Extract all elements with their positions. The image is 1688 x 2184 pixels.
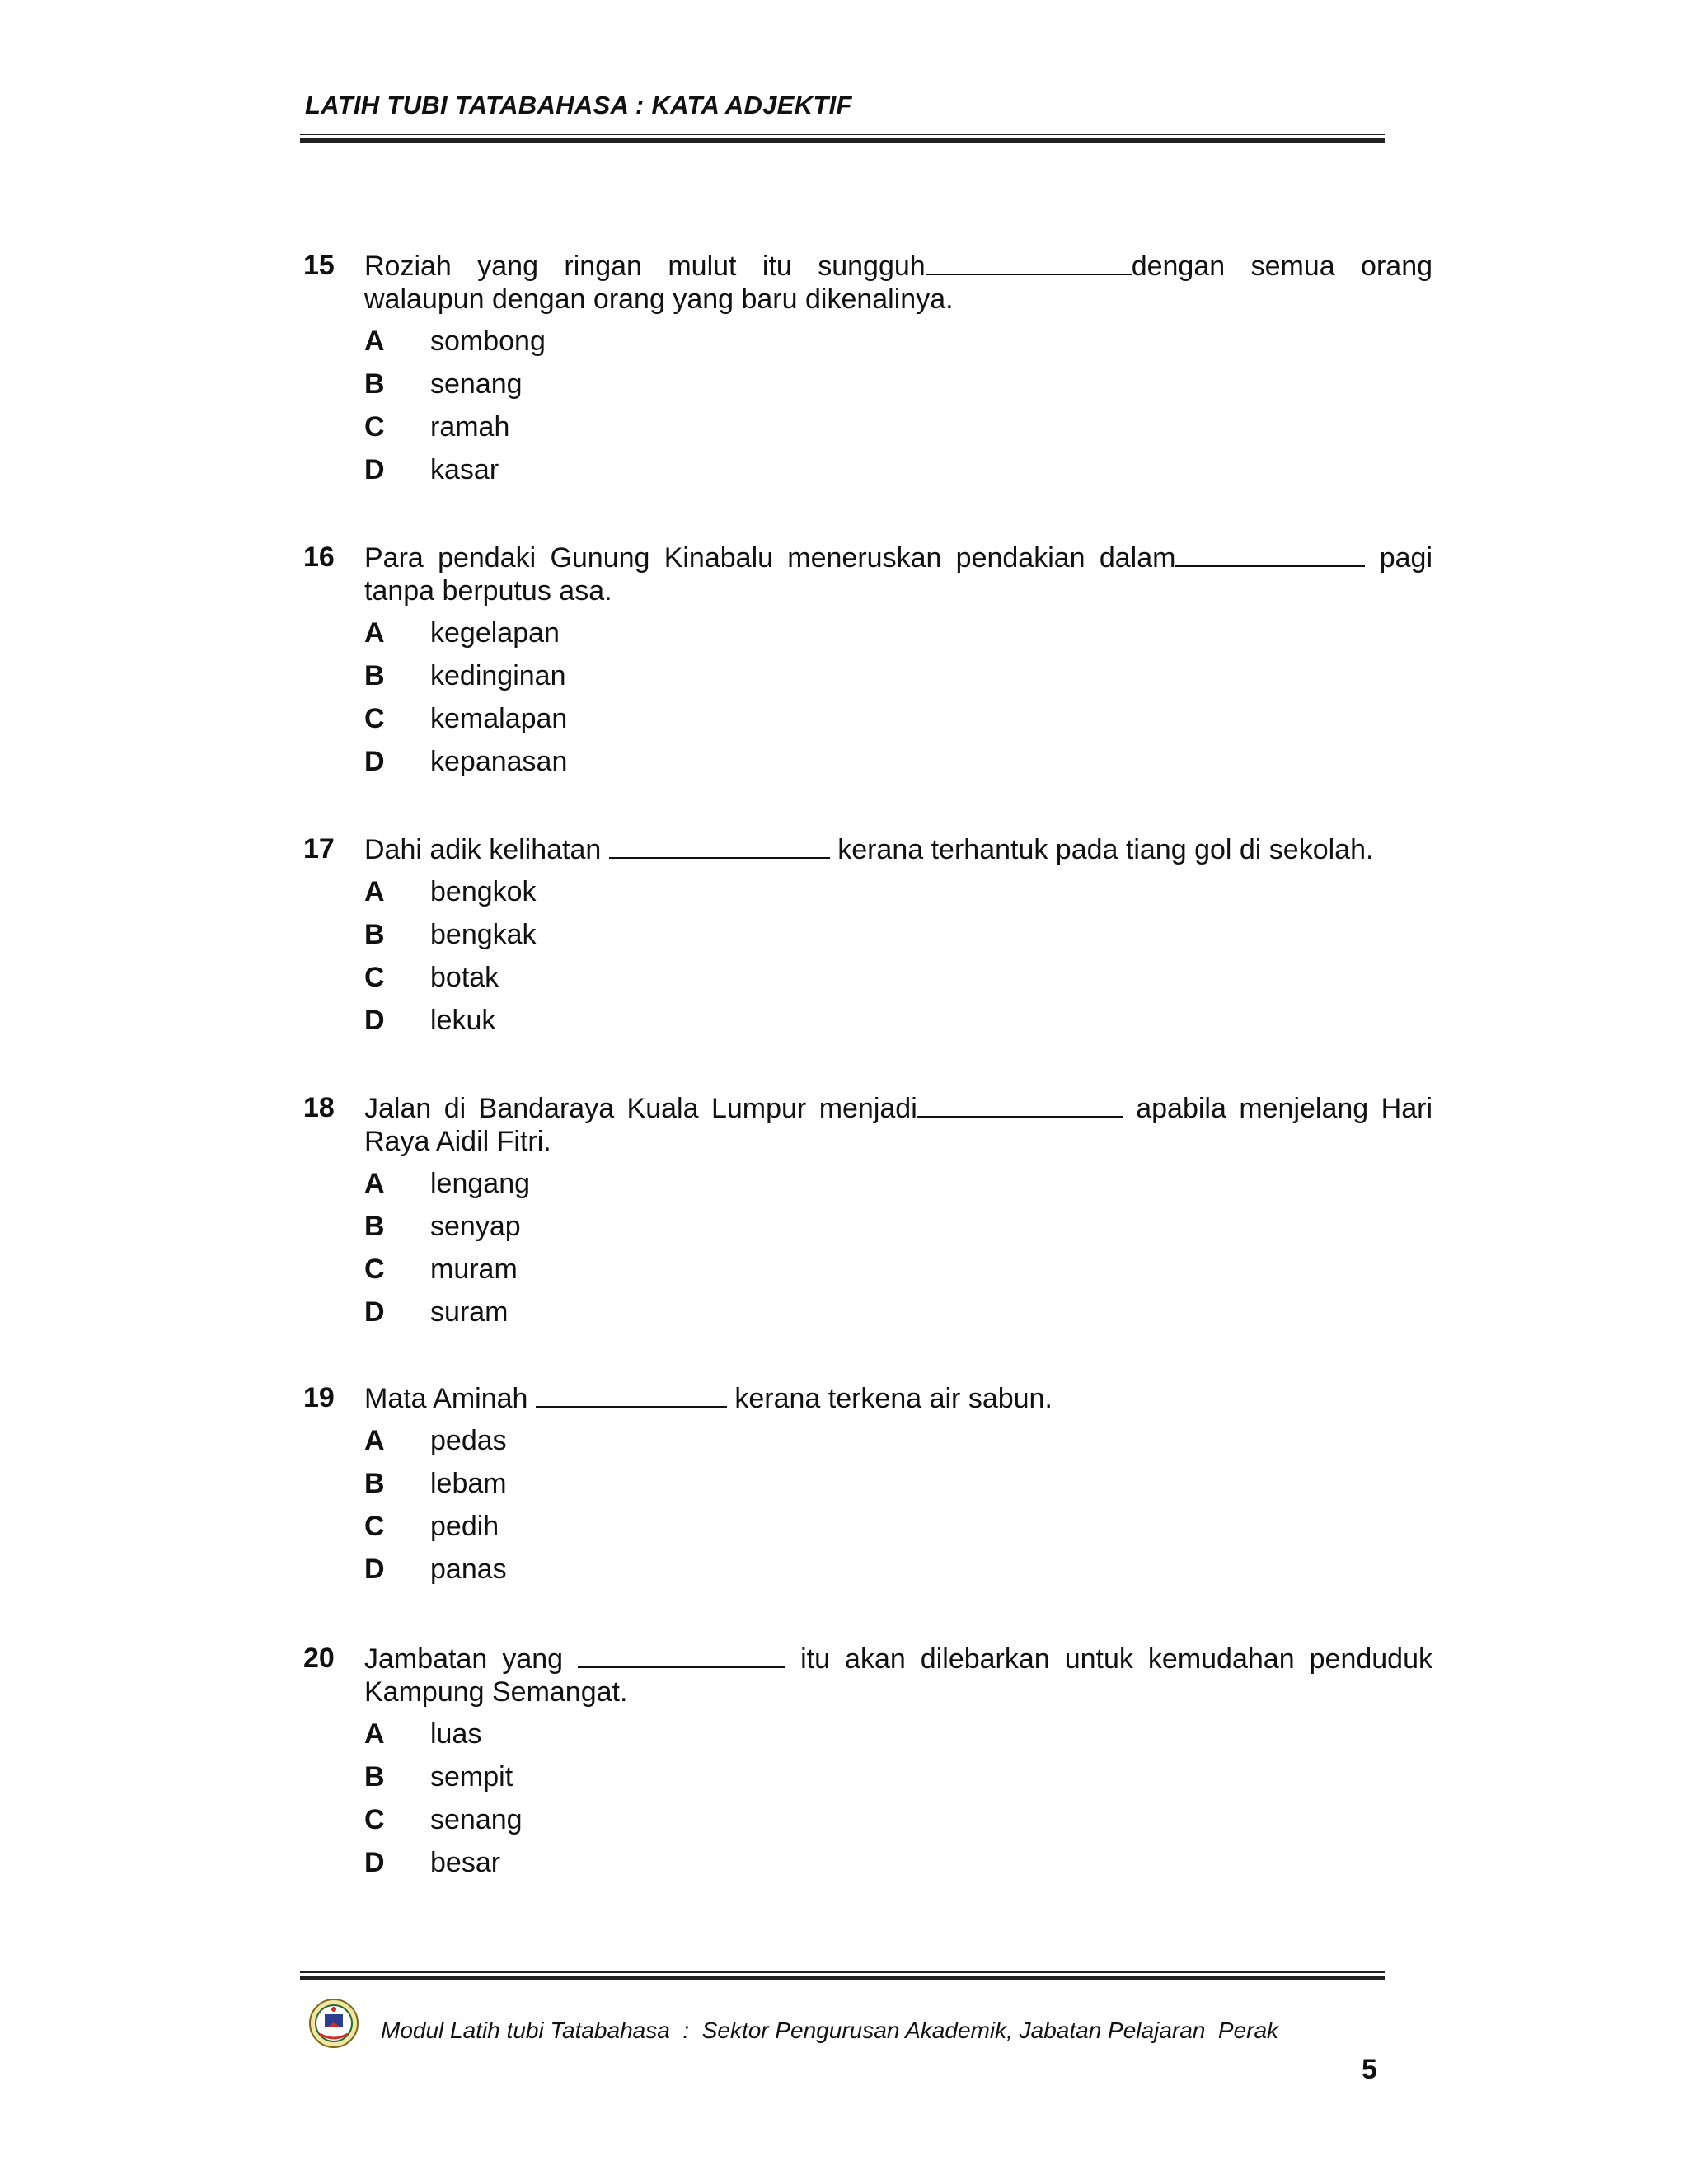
option-text: panas bbox=[430, 1554, 507, 1585]
footer-rule-thick bbox=[300, 1976, 1385, 1980]
option-text: kasar bbox=[430, 454, 499, 485]
option-letter: B bbox=[364, 919, 385, 950]
header-rule-thick bbox=[300, 138, 1385, 143]
question-number: 18 bbox=[303, 1092, 335, 1123]
option-text: kedinginan bbox=[430, 660, 566, 691]
option-text: senang bbox=[430, 368, 523, 400]
question-text bbox=[364, 1381, 1432, 1415]
question-number: 20 bbox=[303, 1643, 335, 1674]
option-text: bengkok bbox=[430, 876, 537, 907]
option-letter: D bbox=[364, 1554, 385, 1585]
option-text: lebam bbox=[430, 1468, 507, 1499]
question-text-after: kerana terkena air sabun. bbox=[726, 1383, 1053, 1414]
answer-blank bbox=[578, 1642, 785, 1668]
option-text: bengkak bbox=[430, 919, 537, 950]
option-text: kepanasan bbox=[430, 746, 568, 777]
option-text: lengang bbox=[430, 1168, 531, 1199]
question-text bbox=[364, 1091, 1432, 1158]
option-letter: D bbox=[364, 1296, 385, 1328]
option-letter: C bbox=[364, 703, 385, 734]
option-letter: B bbox=[364, 368, 385, 400]
question-text bbox=[364, 832, 1432, 866]
question-number: 17 bbox=[303, 833, 335, 865]
option-letter: A bbox=[364, 876, 385, 907]
page-number: 5 bbox=[1362, 2054, 1377, 2085]
question-text bbox=[364, 1642, 1432, 1708]
option-letter: A bbox=[364, 1168, 385, 1199]
option-text: pedih bbox=[430, 1511, 499, 1542]
header-rule-thin bbox=[300, 134, 1385, 135]
header-title: LATIH TUBI TATABAHASA : KATA ADJEKTIF bbox=[305, 91, 852, 120]
option-text: sombong bbox=[430, 326, 546, 357]
option-text: senyap bbox=[430, 1211, 521, 1242]
option-text: lekuk bbox=[430, 1005, 496, 1036]
question-text-before: Jalan di Bandaraya Kuala Lumpur menjadi bbox=[364, 1093, 917, 1124]
option-letter: C bbox=[364, 411, 385, 443]
option-text: luas bbox=[430, 1718, 482, 1750]
question-text bbox=[364, 249, 1432, 316]
jpn-perak-crest-icon bbox=[308, 1998, 359, 2049]
option-text: suram bbox=[430, 1296, 509, 1328]
option-text: pedas bbox=[430, 1425, 507, 1456]
option-letter: B bbox=[364, 1761, 385, 1793]
question-text-after: dengan semua orang walaupun dengan orang yang baru dikenalinya. bbox=[364, 251, 1433, 315]
option-letter: B bbox=[364, 660, 385, 691]
question-text-before: Mata Aminah bbox=[364, 1383, 536, 1414]
answer-blank bbox=[1175, 541, 1365, 567]
option-text: botak bbox=[430, 962, 499, 993]
option-letter: A bbox=[364, 326, 385, 357]
question-text bbox=[364, 541, 1432, 607]
question-text-after: apabila menjelang Hari Raya Aidil Fitri. bbox=[364, 1093, 1432, 1157]
question-text-before: Roziah yang ringan mulut itu sungguh bbox=[364, 251, 926, 282]
option-text: besar bbox=[430, 1847, 501, 1878]
answer-blank bbox=[609, 832, 830, 859]
question-text-before: Jambatan yang bbox=[364, 1643, 579, 1675]
option-text: ramah bbox=[430, 411, 510, 443]
footer-rule-thin bbox=[300, 1971, 1385, 1973]
option-letter: B bbox=[364, 1211, 385, 1242]
question-text-after: itu akan dilebarkan untuk kemudahan penduduk Kampung Semangat. bbox=[364, 1643, 1432, 1708]
question-text-before: Dahi adik kelihatan bbox=[364, 834, 609, 865]
footer-text: Modul Latih tubi Tatabahasa : Sektor Pengurusan Akademik, Jabatan Pelajaran Perak bbox=[381, 2018, 1279, 2043]
option-letter: A bbox=[364, 1425, 385, 1456]
question-number: 16 bbox=[303, 541, 335, 573]
question-number: 15 bbox=[303, 250, 335, 281]
option-letter: C bbox=[364, 1254, 385, 1285]
option-letter: C bbox=[364, 962, 385, 993]
question-text-before: Para pendaki Gunung Kinabalu meneruskan pendakian dalam bbox=[364, 542, 1176, 574]
question-number: 19 bbox=[303, 1382, 335, 1413]
answer-blank bbox=[536, 1381, 727, 1408]
option-letter: D bbox=[364, 1847, 385, 1878]
option-text: sempit bbox=[430, 1761, 513, 1793]
option-text: senang bbox=[430, 1804, 523, 1835]
question-text-after: kerana terhantuk pada tiang gol di sekolah. bbox=[829, 834, 1374, 865]
option-letter: C bbox=[364, 1804, 385, 1835]
option-text: muram bbox=[430, 1254, 518, 1285]
answer-blank bbox=[926, 249, 1132, 275]
option-text: kegelapan bbox=[430, 617, 560, 649]
option-letter: D bbox=[364, 454, 385, 485]
answer-blank bbox=[917, 1091, 1123, 1118]
option-letter: B bbox=[364, 1468, 385, 1499]
option-letter: A bbox=[364, 1718, 385, 1750]
option-letter: D bbox=[364, 1005, 385, 1036]
option-letter: D bbox=[364, 746, 385, 777]
question-text-after: pagi tanpa berputus asa. bbox=[364, 542, 1432, 607]
option-text: kemalapan bbox=[430, 703, 568, 734]
option-letter: A bbox=[364, 617, 385, 649]
option-letter: C bbox=[364, 1511, 385, 1542]
